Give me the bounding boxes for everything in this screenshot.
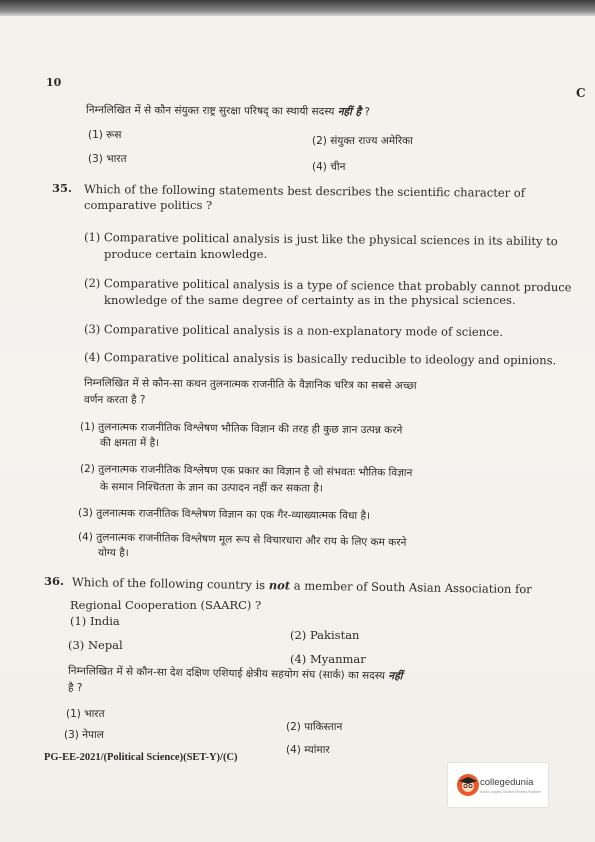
q34-hindi-stem: निम्नलिखित में से कौन संयुक्त राष्ट्र सुरक्षा परिषद् का स्थायी सदस्य नहीं है ? [85,104,371,118]
brand-name: collegedunia [480,777,534,788]
q35-hindi-option-3: (3) तुलनात्मक राजनीतिक विश्लेषण विज्ञान का एक गैर-व्याख्यात्मक विधा है। [77,507,371,523]
q36-option-2: (2) Pakistan [290,628,360,642]
q35-option-1-line-1: (1) Comparative political analysis is just like the physical sciences in its ability to [83,230,558,249]
q36-hindi-stem-line-1: निम्नलिखित में से कौन-सा देश दक्षिण एशियाई क्षेत्रीय सहयोग संघ (सार्क) का सदस्य नहीं [67,665,403,683]
brand-tagline: India's largest Student Review Platform [480,790,541,794]
q36-option-3: (3) Nepal [68,638,123,652]
q35-number: 35. [52,181,73,195]
q36-hindi-emphasis: नहीं [388,670,403,683]
q35-option-2-line-1: (2) Comparative political analysis is a type of science that probably cannot produce [83,276,572,295]
q36-stem-line-2: Regional Cooperation (SAARC) ? [70,598,262,612]
q36-hindi-option-3: (3) नेपाल [64,729,104,741]
q36-option-1: (1) India [70,614,120,628]
q35-option-1-line-2: produce certain knowledge. [104,247,268,261]
q35-hindi-stem-line-2: वर्णन करता है ? [84,394,146,406]
q36-hindi-option-2: (2) पाकिस्तान [286,721,343,733]
paper-code: PG-EE-2021/(Political Science)(SET-Y)/(C) [44,752,238,763]
q34-option-4: (4) चीन [312,161,346,173]
q35-hindi-option-4-line-1: (4) तुलनात्मक राजनीतिक विश्लेषण मूल रूप से विचारधारा और राय के लिए कम करने [77,531,407,549]
q34-option-3: (3) भारत [88,153,127,165]
q35-stem-line-2: comparative politics ? [84,198,213,212]
page-number: 10 [46,76,62,89]
set-letter: C [576,86,586,100]
q35-hindi-option-1-line-2: की क्षमता में है। [100,437,160,449]
q35-option-4: (4) Comparative political analysis is basically reducible to ideology and opinions. [83,350,557,368]
q36-number: 36. [44,574,65,588]
q36-emphasis: not [268,578,291,593]
q35-hindi-stem-line-1: निम्नलिखित में से कौन-सा कथन तुलनात्मक राजनीति के वैज्ञानिक चरित्र का सबसे अच्छा [83,377,417,392]
q35-hindi-option-2-line-1: (2) तुलनात्मक राजनीतिक विश्लेषण एक प्रकार का विज्ञान है जो संभवतः भौतिक विज्ञान [79,463,413,480]
q36-option-4: (4) Myanmar [290,652,366,666]
q35-hindi-option-4-line-2: योग्य है। [98,547,129,559]
q36-hindi-option-4: (4) म्यांमार [286,744,330,756]
q34-emphasis: नहीं है [337,105,362,118]
q35-option-2-line-2: knowledge of the same degree of certainty as in the physical sciences. [104,293,516,307]
q36-hindi-stem-line-2: है ? [68,682,83,694]
graduate-avatar-icon [456,773,480,797]
q34-option-1: (1) रूस [88,129,122,141]
collegedunia-watermark [447,762,549,808]
q35-hindi-option-1-line-1: (1) तुलनात्मक राजनीतिक विश्लेषण भौतिक विज्ञान की तरह ही कुछ ज्ञान उत्पन्न करने [79,421,403,437]
q34-option-2: (2) संयुक्त राज्य अमेरिका [312,135,413,147]
q36-hindi-option-1: (1) भारत [66,708,105,720]
q35-hindi-option-2-line-2: के समान निश्चितता के ज्ञान का उत्पादन नहीं कर सकता है। [99,481,323,495]
q35-stem-line-1: Which of the following statements best describes the scientific character of [83,182,526,200]
q35-option-3: (3) Comparative political analysis is a non-explanatory mode of science. [83,322,504,339]
q36-stem-line-1: Which of the following country is not a member of South Asian Association for [71,575,532,597]
